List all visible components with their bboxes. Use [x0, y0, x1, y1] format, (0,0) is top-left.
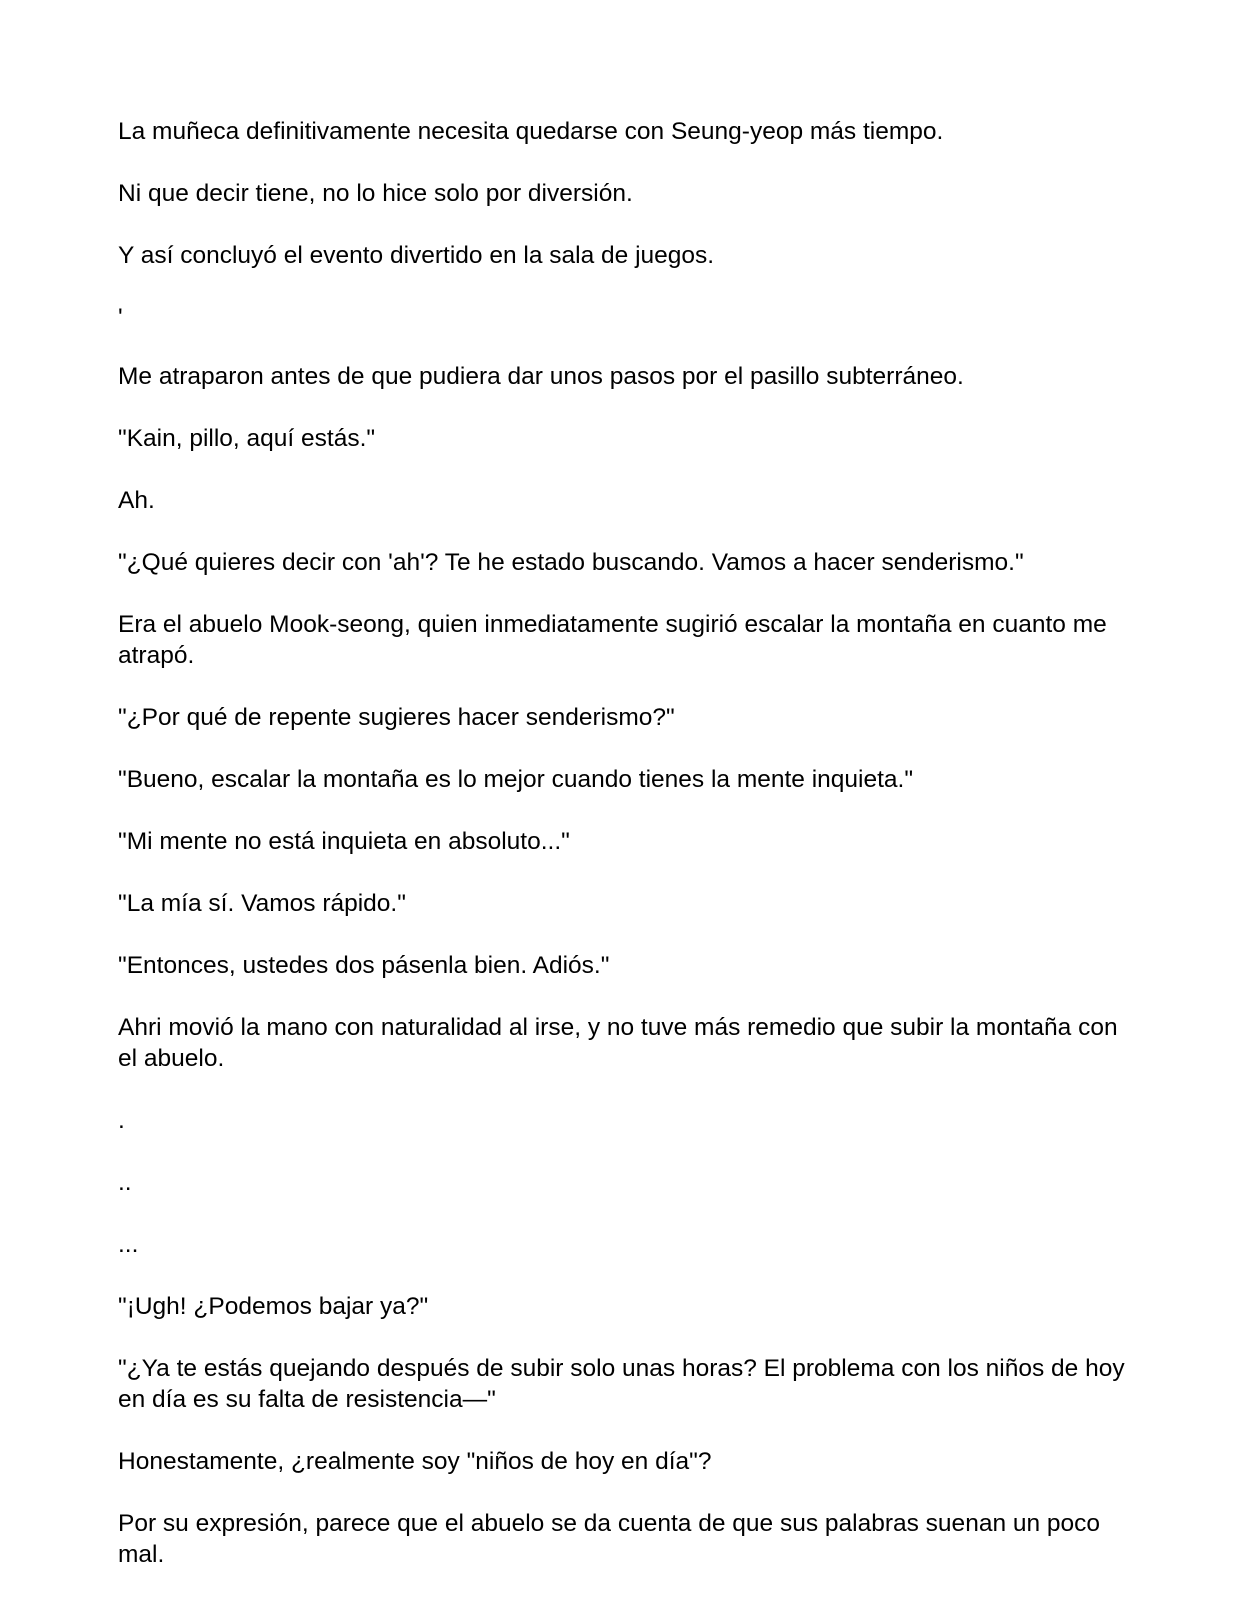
paragraph: Era el abuelo Mook-seong, quien inmediatamente sugirió escalar la montaña en cuanto me atrapó. — [118, 611, 1107, 669]
paragraph: "Entonces, ustedes dos pásenla bien. Adiós." — [118, 952, 610, 979]
paragraph: "¿Por qué de repente sugieres hacer senderismo?" — [118, 704, 675, 731]
document-body — [118, 116, 1128, 1601]
paragraph: "Bueno, escalar la montaña es lo mejor cuando tienes la mente inquieta." — [118, 766, 914, 793]
paragraph: Honestamente, ¿realmente soy "niños de hoy en día"? — [118, 1448, 712, 1475]
paragraph: Me atraparon antes de que pudiera dar unos pasos por el pasillo subterráneo. — [118, 363, 964, 390]
paragraph: Ni que decir tiene, no lo hice solo por diversión. — [118, 180, 633, 207]
paragraph: "¿Qué quieres decir con 'ah'? Te he estado buscando. Vamos a hacer senderismo." — [118, 549, 1024, 576]
paragraph: Y así concluyó el evento divertido en la sala de juegos. — [118, 242, 715, 269]
paragraph: "¿Ya te estás quejando después de subir solo unas horas? El problema con los niños de hoy en día es su falta de resistencia—" — [118, 1355, 1125, 1413]
paragraph: La muñeca definitivamente necesita quedarse con Seung-yeop más tiempo. — [118, 118, 944, 145]
paragraph: "Kain, pillo, aquí estás." — [118, 425, 376, 452]
paragraph: "¡Ugh! ¿Podemos bajar ya?" — [118, 1293, 429, 1320]
ellipsis-line: . — [118, 1107, 125, 1134]
paragraph: Por su expresión, parece que el abuelo se da cuenta de que sus palabras suenan un poco mal. — [118, 1510, 1101, 1568]
paragraph: Ah. — [118, 487, 155, 514]
paragraph: Ahri movió la mano con naturalidad al irse, y no tuve más remedio que subir la montaña con el abuelo. — [118, 1014, 1118, 1072]
scene-break-mark: ' — [118, 304, 123, 331]
paragraph: "Mi mente no está inquieta en absoluto..." — [118, 828, 570, 855]
ellipsis-line: ... — [118, 1231, 139, 1258]
ellipsis-line: .. — [118, 1169, 132, 1196]
paragraph: "La mía sí. Vamos rápido." — [118, 890, 406, 917]
